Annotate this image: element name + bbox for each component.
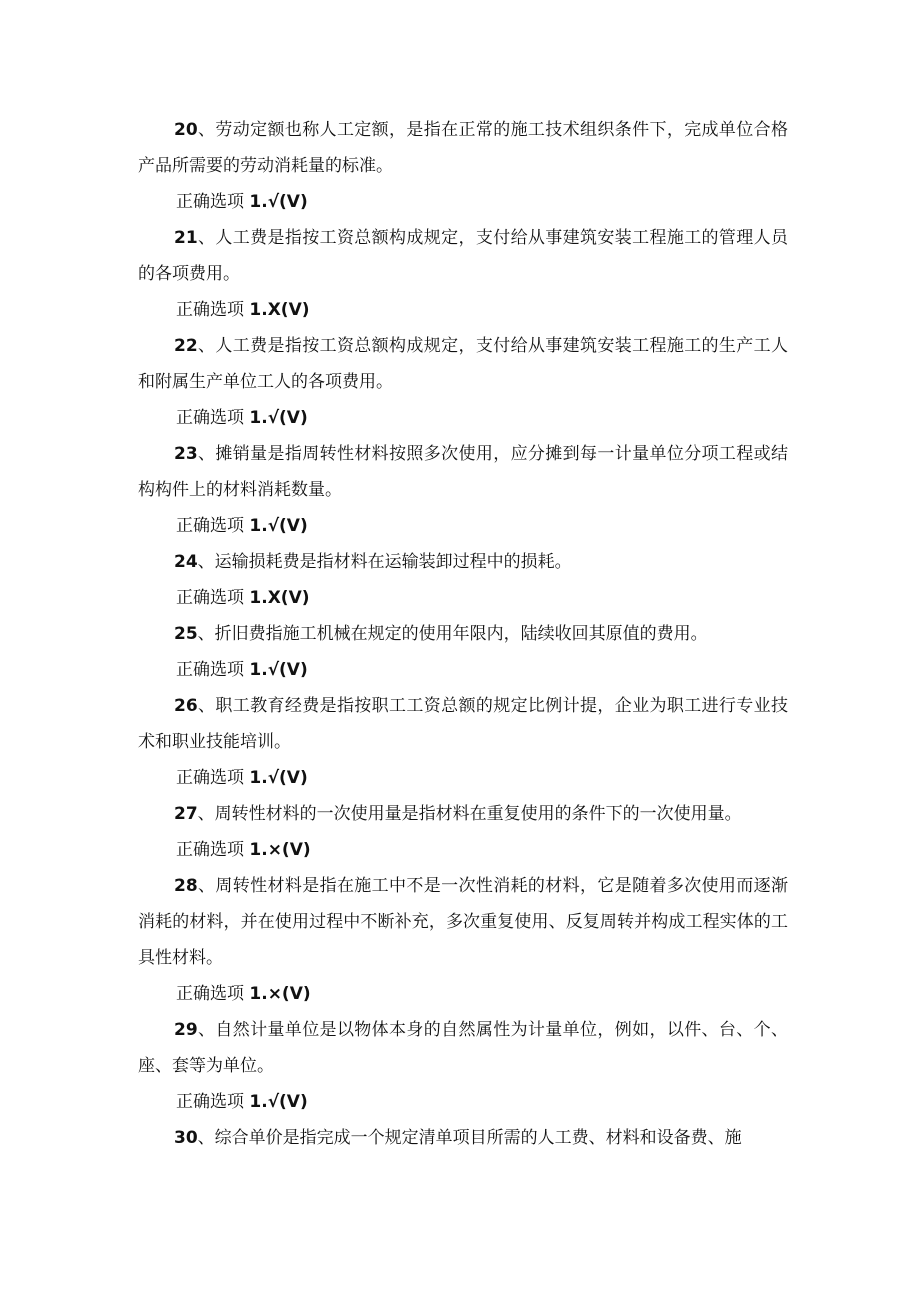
answer-value: 1.√(V) <box>249 192 308 212</box>
question-number: 29 <box>174 1020 198 1040</box>
answer-label: 正确选项 <box>176 984 244 1004</box>
question-text: 人工费是指按工资总额构成规定，支付给从事建筑安装工程施工的管理人员的各项费用。 <box>138 228 789 284</box>
question-21: 21、人工费是指按工资总额构成规定，支付给从事建筑安装工程施工的管理人员的各项费用。 <box>138 228 789 284</box>
answer-value: 1.√(V) <box>249 408 308 428</box>
answer-value: 1.√(V) <box>249 1092 308 1112</box>
question-number: 28 <box>174 876 198 896</box>
answer-29 <box>138 1084 788 1120</box>
question-25: 25、折旧费指施工机械在规定的使用年限内，陆续收回其原值的费用。 <box>174 624 708 644</box>
answer-value: 1.×(V) <box>249 984 311 1004</box>
answer-22 <box>138 400 788 436</box>
answer-value: 1.√(V) <box>249 660 308 680</box>
question-number: 27 <box>174 804 198 824</box>
question-29: 29、自然计量单位是以物体本身的自然属性为计量单位，例如，以件、台、个、座、套等为单位。 <box>138 1020 789 1076</box>
question-text: 运输损耗费是指材料在运输装卸过程中的损耗。 <box>214 552 572 572</box>
answer-label: 正确选项 <box>176 1092 244 1112</box>
question-22: 22、人工费是指按工资总额构成规定，支付给从事建筑安装工程施工的生产工人和附属生产单位工人的各项费用。 <box>138 336 789 392</box>
question-number: 30 <box>174 1128 198 1148</box>
question-27: 27、周转性材料的一次使用量是指材料在重复使用的条件下的一次使用量。 <box>174 804 742 824</box>
question-number: 26 <box>174 696 198 716</box>
question-text: 劳动定额也称人工定额，是指在正常的施工技术组织条件下，完成单位合格产品所需要的劳动消耗量的标准。 <box>138 120 789 176</box>
question-text: 自然计量单位是以物体本身的自然属性为计量单位，例如，以件、台、个、座、套等为单位。 <box>138 1020 789 1076</box>
question-23: 23、摊销量是指周转性材料按照多次使用，应分摊到每一计量单位分项工程或结构构件上的材料消耗数量。 <box>138 444 789 500</box>
answer-28 <box>138 976 788 1012</box>
question-text: 摊销量是指周转性材料按照多次使用，应分摊到每一计量单位分项工程或结构构件上的材料消耗数量。 <box>138 444 789 500</box>
question-26: 26、职工教育经费是指按职工工资总额的规定比例计提，企业为职工进行专业技术和职业技能培训。 <box>138 696 789 752</box>
question-30: 30、综合单价是指完成一个规定清单项目所需的人工费、材料和设备费、施 <box>174 1128 742 1148</box>
question-text: 周转性材料是指在施工中不是一次性消耗的材料，它是随着多次使用而逐渐消耗的材料，并在使用过程中不断补充，多次重复使用、反复周转并构成工程实体的工具性材料。 <box>138 876 789 968</box>
answer-label: 正确选项 <box>176 300 244 320</box>
question-28: 28、周转性材料是指在施工中不是一次性消耗的材料，它是随着多次使用而逐渐消耗的材料，并在使用过程中不断补充，多次重复使用、反复周转并构成工程实体的工具性材料。 <box>138 876 789 968</box>
answer-value: 1.√(V) <box>249 516 308 536</box>
question-text: 人工费是指按工资总额构成规定，支付给从事建筑安装工程施工的生产工人和附属生产单位工人的各项费用。 <box>138 336 789 392</box>
question-number: 20 <box>174 120 198 140</box>
answer-24 <box>138 580 788 616</box>
answer-23 <box>138 508 788 544</box>
answer-label: 正确选项 <box>176 768 244 788</box>
question-text: 职工教育经费是指按职工工资总额的规定比例计提，企业为职工进行专业技术和职业技能培训。 <box>138 696 789 752</box>
answer-value: 1.×(V) <box>249 840 311 860</box>
answer-26 <box>138 760 788 796</box>
answer-label: 正确选项 <box>176 588 244 608</box>
question-text: 周转性材料的一次使用量是指材料在重复使用的条件下的一次使用量。 <box>214 804 742 824</box>
answer-25 <box>138 652 788 688</box>
answer-label: 正确选项 <box>176 516 244 536</box>
question-number: 23 <box>174 444 198 464</box>
question-number: 25 <box>174 624 198 644</box>
question-number: 24 <box>174 552 198 572</box>
answer-27 <box>138 832 788 868</box>
answer-20 <box>138 184 788 220</box>
question-number: 21 <box>174 228 198 248</box>
question-24: 24、运输损耗费是指材料在运输装卸过程中的损耗。 <box>174 552 572 572</box>
question-text: 综合单价是指完成一个规定清单项目所需的人工费、材料和设备费、施 <box>214 1128 742 1148</box>
question-text: 折旧费指施工机械在规定的使用年限内，陆续收回其原值的费用。 <box>214 624 708 644</box>
answer-value: 1.√(V) <box>249 768 308 788</box>
answer-value: 1.X(V) <box>249 300 310 320</box>
answer-21 <box>138 292 788 328</box>
answer-label: 正确选项 <box>176 408 244 428</box>
answer-label: 正确选项 <box>176 840 244 860</box>
answer-label: 正确选项 <box>176 660 244 680</box>
answer-label: 正确选项 <box>176 192 244 212</box>
answer-value: 1.X(V) <box>249 588 310 608</box>
question-20: 20、劳动定额也称人工定额，是指在正常的施工技术组织条件下，完成单位合格产品所需要的劳动消耗量的标准。 <box>138 120 789 176</box>
question-list <box>138 112 788 1156</box>
question-number: 22 <box>174 336 198 356</box>
